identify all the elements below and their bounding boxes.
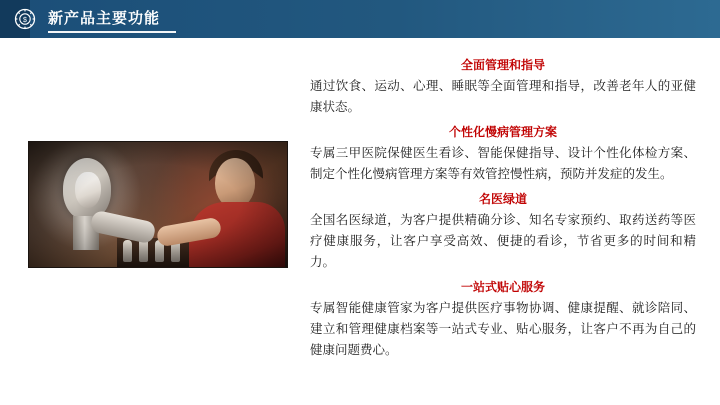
section-body: 通过饮食、运动、心理、睡眠等全面管理和指导，改善老年人的亚健康状态。	[310, 79, 696, 114]
section-block	[310, 56, 696, 118]
title-underline	[48, 31, 176, 33]
gear-badge-icon	[14, 8, 36, 30]
svg-text:$: $	[23, 17, 27, 24]
page-title: 新产品主要功能	[48, 10, 161, 27]
photo-vignette	[29, 142, 287, 267]
section-body: 专属三甲医院保健医生看诊、智能保健指导、设计个性化体检方案、制定个性化慢病管理方案等有效管控慢性病，预防并发症的发生。	[310, 146, 696, 181]
section-title: 全面管理和指导	[460, 58, 545, 72]
content-column	[310, 56, 696, 366]
section-title: 名医绿道	[478, 192, 527, 206]
section-body: 专属智能健康管家为客户提供医疗事物协调、健康提醒、就诊陪同、建立和管理健康档案等一站式专业、贴心服务，让客户不再为自己的健康问题费心。	[310, 301, 696, 357]
robot-chess-photo	[28, 141, 288, 268]
section-block	[310, 190, 696, 273]
section-title: 个性化慢病管理方案	[448, 125, 557, 139]
section-block	[310, 123, 696, 185]
section-title: 一站式贴心服务	[460, 280, 545, 294]
section-body: 全国名医绿道，为客户提供精确分诊、知名专家预约、取药送药等医疗健康服务，让客户享受高效、便捷的看诊，节省更多的时间和精力。	[310, 213, 696, 269]
header-bar	[0, 0, 720, 38]
section-block	[310, 278, 696, 361]
